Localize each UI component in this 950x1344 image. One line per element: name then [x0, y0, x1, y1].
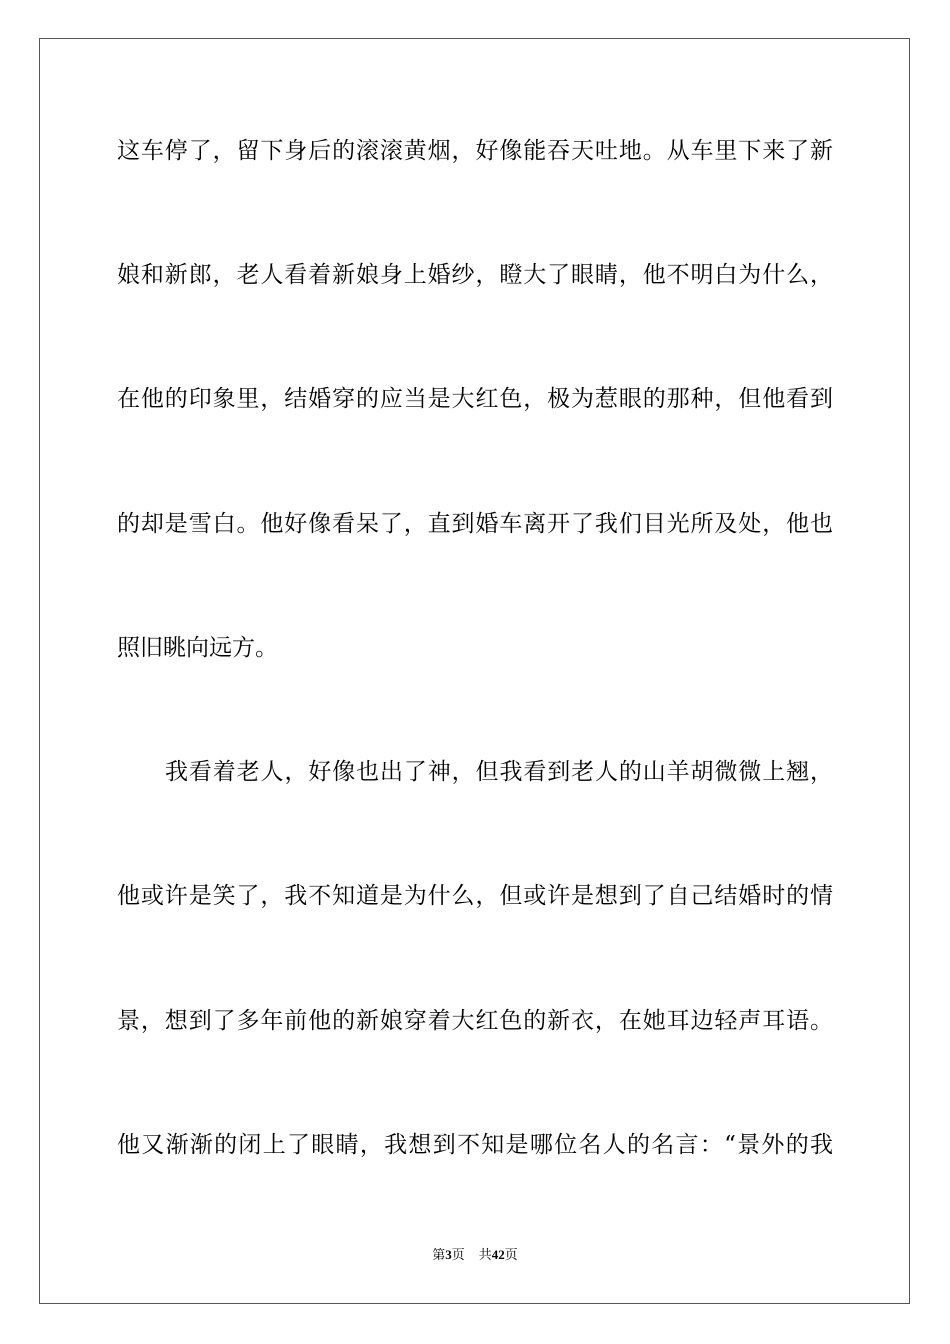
page-border [39, 38, 910, 1304]
total-pages: 42 [491, 1247, 505, 1262]
paragraph-line-1: 这车停了，留下身后的滚滚黄烟，好像能吞天吐地。从车里下来了新 [117, 138, 833, 164]
page-footer [0, 1247, 950, 1263]
paragraph-line-2: 娘和新郎，老人看着新娘身上婚纱，瞪大了眼睛，他不明白为什么， [117, 262, 833, 288]
paragraph-line-7: 他或许是笑了，我不知道是为什么，但或许是想到了自己结婚时的情 [117, 883, 833, 909]
total-prefix: 共 [478, 1247, 492, 1262]
page-suffix: 页 [451, 1247, 465, 1262]
paragraph-line-9: 他又渐渐的闭上了眼睛，我想到不知是哪位名人的名言：“景外的我 [117, 1132, 833, 1158]
total-suffix: 页 [504, 1247, 518, 1262]
paragraph-line-6: 我看着老人，好像也出了神，但我看到老人的山羊胡微微上翘， [165, 759, 833, 785]
paragraph-line-8: 景，想到了多年前他的新娘穿着大红色的新衣，在她耳边轻声耳语。 [117, 1008, 833, 1034]
paragraph-line-5: 照旧眺向远方。 [117, 635, 278, 661]
paragraph-line-4: 的却是雪白。他好像看呆了，直到婚车离开了我们目光所及处，他也 [117, 511, 833, 537]
paragraph-line-3: 在他的印象里，结婚穿的应当是大红色，极为惹眼的那种，但他看到 [117, 386, 833, 412]
page-prefix: 第 [432, 1247, 446, 1262]
page-number: 3 [445, 1247, 452, 1262]
